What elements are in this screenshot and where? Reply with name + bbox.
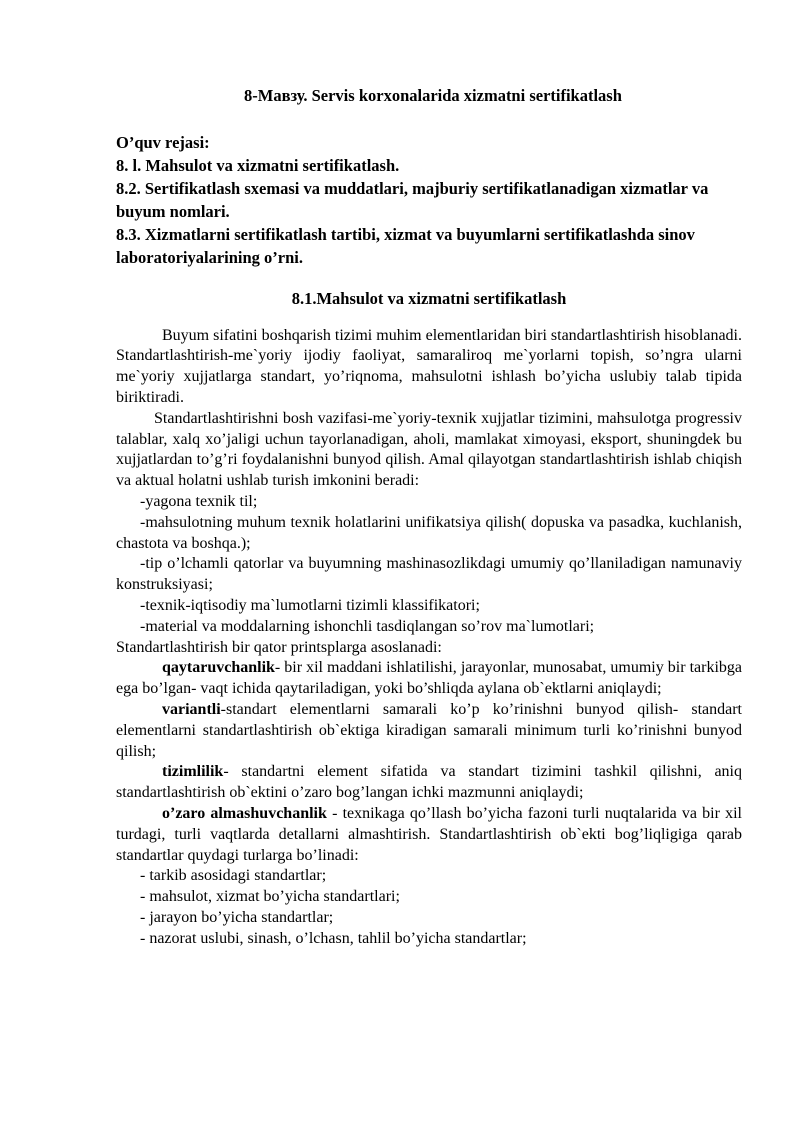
principle-term: tizimlilik [162,763,224,781]
principle-item [116,762,742,804]
principle-text: - texnikaga qo’llash bo’yicha fazoni turli nuqtalarida va bir xil turdagi, turli vaqtlarda detallarni almashtirish. Standartlashtirish ob`ekti bog’liqligiga qarab standartlar quydagi turlarga bo’linadi: [116,804,743,864]
list-item: -texnik-iqtisodiy ma`lumotlarni tizimli klassifikatori; [140,596,480,614]
standards-list [116,866,742,949]
bullet-list [116,492,742,638]
principle-term: o’zaro almashuvchanlik [162,804,327,822]
list-item: - jarayon bo’yicha standartlar; [140,908,334,926]
study-plan-heading: O’quv rejasi: [116,132,210,152]
study-plan [116,131,742,269]
study-plan-item: 8.3. Xizmatlarni sertifikatlash tartibi, xizmat va buyumlarni sertifikatlashda sinov laboratoriyalarining o’rni. [116,224,695,267]
list-item: -mahsulotning muhum texnik holatlarini unifikatsiya qilish( dopuska va pasadka, kuchlanish, chastota va boshqa.); [116,513,742,552]
list-item: -material va moddalarning ishonchli tasdiqlangan so’rov ma`lumotlari; [140,617,595,635]
principles-intro: Standartlashtirish bir qator printsplarga asoslanadi: [116,638,442,656]
principle-item [116,658,742,700]
study-plan-item: 8. l. Mahsulot va xizmatni sertifikatlash. [116,155,400,175]
principle-text: -standart elementlarni samarali ko’p ko’rinishni bunyod qilish- standart elementlarni standartlashtirish ob`ektiga kiradigan samarali minimum turli ko’rinishni bunyod qilish; [116,700,742,760]
study-plan-item: 8.2. Sertifikatlash sxemasi va muddatlari, majburiy sertifikatlanadigan xizmatlar va buyum nomlari. [116,178,709,221]
principle-term: qaytaruvchanlik [162,659,275,677]
list-item: -yagona texnik til; [140,492,258,510]
list-item: -tip o’lchamli qatorlar va buyumning mashinasozlikdagi umumiy qo’llaniladigan namunaviy konstruksiyasi; [116,555,742,594]
section-heading: 8.1.Mahsulot va xizmatni sertifikatlash [291,288,567,308]
document-title: 8-Мавзу. Servis korxonalarida xizmatni sertifikatlash [244,86,622,105]
paragraph: Buyum sifatini boshqarish tizimi muhim elementlaridan biri standartlashtirish hisoblanadi. Standartlashtirish-me`yoriy ijodiy faoliyat, samaraliroq me`yorlarni topish, so’ngra ularni me`yoriy xujjatlarga standart, yo’riqnoma, mahsulotni ishlash bo’yicha uslubiy talab tipida biriktiradi. [116,326,742,406]
principle-text: - bir xil maddani ishlatilishi, jarayonlar, munosabat, umumiy bir tarkibga ega bo’lgan- vaqt ichida qaytariladigan, yoki bo’shliqda aylana ob`ektlarni aniqlaydi; [116,659,742,698]
list-item: - mahsulot, xizmat bo’yicha standartlari; [140,888,400,906]
paragraph: Standartlashtirishni bosh vazifasi-me`yoriy-texnik xujjatlar tizimini, mahsulotga progressiv talablar, xalq xo’jaligi uchun tayorlanadigan, aholi, mamlakat ximoyasi, eksport, shuningdek bu xujjatlardan to’g’ri foydalanishni bunyod qilish. Amal qilayotgan standartlashtirish ishlab chiqish va aktual holatni ushlab turish imkonini beradi: [116,409,742,490]
list-item: - tarkib asosidagi standartlar; [140,867,327,885]
principle-text: - standartni element sifatida va standart tizimini tashkil qilishni, aniq standartlashtirish ob`ektini o’zaro bog’langan ichki mazmunni aniqlaydi; [116,763,742,802]
principle-term: variantli [162,700,221,718]
document-page [116,86,742,950]
principle-item [116,700,742,762]
list-item: - nazorat uslubi, sinash, o’lchasn, tahlil bo’yicha standartlar; [140,929,527,947]
principle-item [116,804,742,866]
